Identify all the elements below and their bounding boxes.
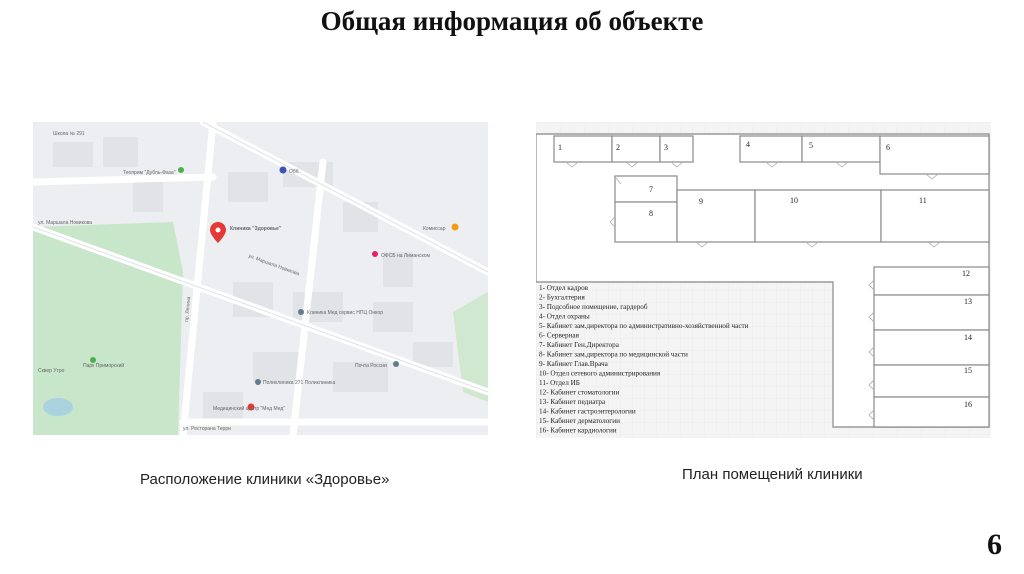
room-number: 13 <box>964 297 972 306</box>
legend-item: 5- Кабинет зам.директора по административно-хозяйственной части <box>539 322 749 330</box>
floor-plan <box>536 122 991 438</box>
map-label: Клиника Мед сервис НПЦ Онкор <box>307 310 383 316</box>
room-9 <box>677 190 755 242</box>
clinic-marker-label: Клиника "Здоровье" <box>230 226 282 232</box>
map-label: Медицинский центр "Мед Мед" <box>213 406 286 412</box>
map-label: ОФСБ на Лиманском <box>381 253 430 259</box>
map-label: Почта России <box>355 363 387 369</box>
room-5 <box>802 136 880 162</box>
room-11 <box>881 190 989 242</box>
room-number: 15 <box>964 366 972 375</box>
water-area <box>43 398 73 416</box>
map-label: ул. Ресторана Терри <box>183 426 231 432</box>
map-label: Парк Приморский <box>83 363 125 369</box>
legend-item: 11- Отдел ИБ <box>539 379 580 387</box>
slide-title: Общая информация об объекте <box>320 6 704 36</box>
room-number: 16 <box>964 400 972 409</box>
poi-icon[interactable] <box>393 361 399 367</box>
room-number: 5 <box>809 141 813 150</box>
map-label: Сквер Утро <box>38 368 65 374</box>
room-number: 14 <box>964 333 972 342</box>
legend-item: 6- Серверная <box>539 331 579 340</box>
poi-icon[interactable] <box>178 167 184 173</box>
room-1 <box>554 136 612 162</box>
legend-item: 9- Кабинет Глав.Врача <box>539 360 608 368</box>
room-12 <box>874 267 989 295</box>
legend-item: 1- Отдел кадров <box>539 284 589 292</box>
floor-plan-canvas <box>536 122 991 438</box>
room-number: 10 <box>790 196 798 205</box>
legend-item: 8- Кабинет зам.директора по медицинской части <box>539 350 688 359</box>
legend-item: 3- Подсобное помещение, гардероб <box>539 303 648 311</box>
map-label: Обб <box>289 169 299 175</box>
map-label: пр. Ленина <box>184 296 193 323</box>
legend-item: 10- Отдел сетевого администрирования <box>539 369 661 378</box>
map-caption: Расположение клиники «Здоровье» <box>140 471 390 488</box>
map-canvas <box>33 122 488 435</box>
room-10 <box>755 190 881 242</box>
room-number: 3 <box>664 143 668 152</box>
map-label: Школа № 291 <box>53 131 85 137</box>
poi-icon[interactable] <box>372 251 378 257</box>
legend-item: 13- Кабинет педиатра <box>539 398 606 406</box>
map-label: Теоприм "Дубль-Фаза" <box>123 170 176 176</box>
room-number: 4 <box>746 140 750 149</box>
room-number: 11 <box>919 196 927 205</box>
map-label: ул. Маршала Новикова <box>247 253 301 278</box>
map-label: ул. Маршала Новикова <box>38 220 92 226</box>
legend-item: 15- Кабинет дерматологии <box>539 417 620 425</box>
page-number: 6 <box>987 528 1002 561</box>
room-number: 7 <box>649 185 653 194</box>
legend-item: 14- Кабинет гастроэнтерологии <box>539 407 636 416</box>
legend-item: 7- Кабинет Ген.Директора <box>539 341 619 349</box>
room-number: 2 <box>616 143 620 152</box>
room-6 <box>880 136 989 174</box>
room-7 <box>615 176 677 202</box>
map-label: Поликлиника 271 Поликлиника <box>263 380 336 386</box>
room-8 <box>615 202 677 242</box>
legend-item: 4- Отдел охраны <box>539 312 590 321</box>
poi-icon[interactable] <box>452 224 459 231</box>
location-map[interactable] <box>33 122 488 435</box>
poi-icon[interactable] <box>298 309 304 315</box>
room-number: 6 <box>886 143 890 152</box>
legend-item: 12- Кабинет стоматологии <box>539 388 620 397</box>
room-number: 12 <box>962 269 970 278</box>
map-label: Комиссар <box>423 226 446 232</box>
room-number: 1 <box>558 143 562 152</box>
legend-item: 2- Бухгалтерия <box>539 293 585 302</box>
room-number: 8 <box>649 209 653 218</box>
plan-caption: План помещений клиники <box>682 466 863 483</box>
poi-icon[interactable] <box>280 167 287 174</box>
legend-item: 16- Кабинет кардиологии <box>539 426 617 435</box>
poi-icon[interactable] <box>255 379 261 385</box>
room-number: 9 <box>699 197 703 206</box>
